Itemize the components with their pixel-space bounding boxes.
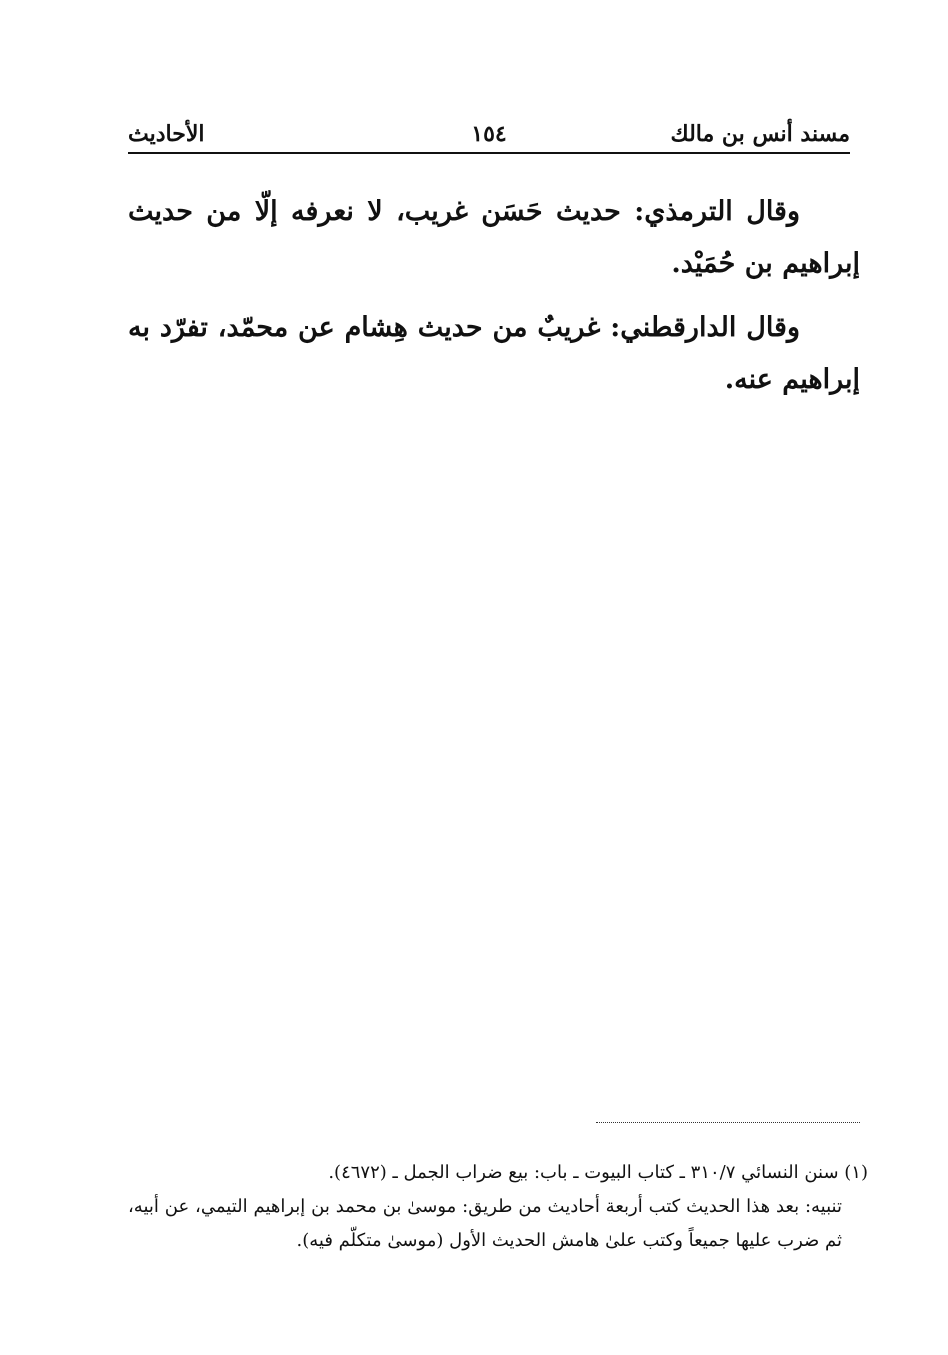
paragraph-daraqutni: وقال الدارقطني: غريبٌ من حديث هِشام عن محمّد، تفرّد به إبراهيم عنه. <box>128 312 860 395</box>
header-rule <box>128 152 850 154</box>
footnote-1: (١) سنن النسائي ٣١٠/٧ ـ كتاب البيوت ـ باب: بيع ضراب الجمل ـ (٤٦٧٢). <box>328 1162 868 1183</box>
footnote-separator <box>596 1122 860 1123</box>
page-number: ١٥٤ <box>471 121 507 147</box>
paragraph-tirmidhi: وقال الترمذي: حديث حَسَن غريب، لا نعرفه إلّا من حديث إبراهيم بن حُمَيْد. <box>128 196 860 279</box>
section-title: الأحاديث <box>128 121 205 147</box>
book-title: مسند أنس بن مالك <box>670 121 850 147</box>
main-text <box>128 186 860 418</box>
footnote-note: تنبيه: بعد هذا الحديث كتب أربعة أحاديث من طريق: موسىٰ بن محمد بن إبراهيم التيمي، عن أبيه، ثم ضرب عليها جميعاً وكتب علىٰ هامش الحديث الأول (موسىٰ متكلّم فيه). <box>128 1196 842 1251</box>
footnotes <box>128 1156 868 1258</box>
running-header <box>128 118 850 152</box>
